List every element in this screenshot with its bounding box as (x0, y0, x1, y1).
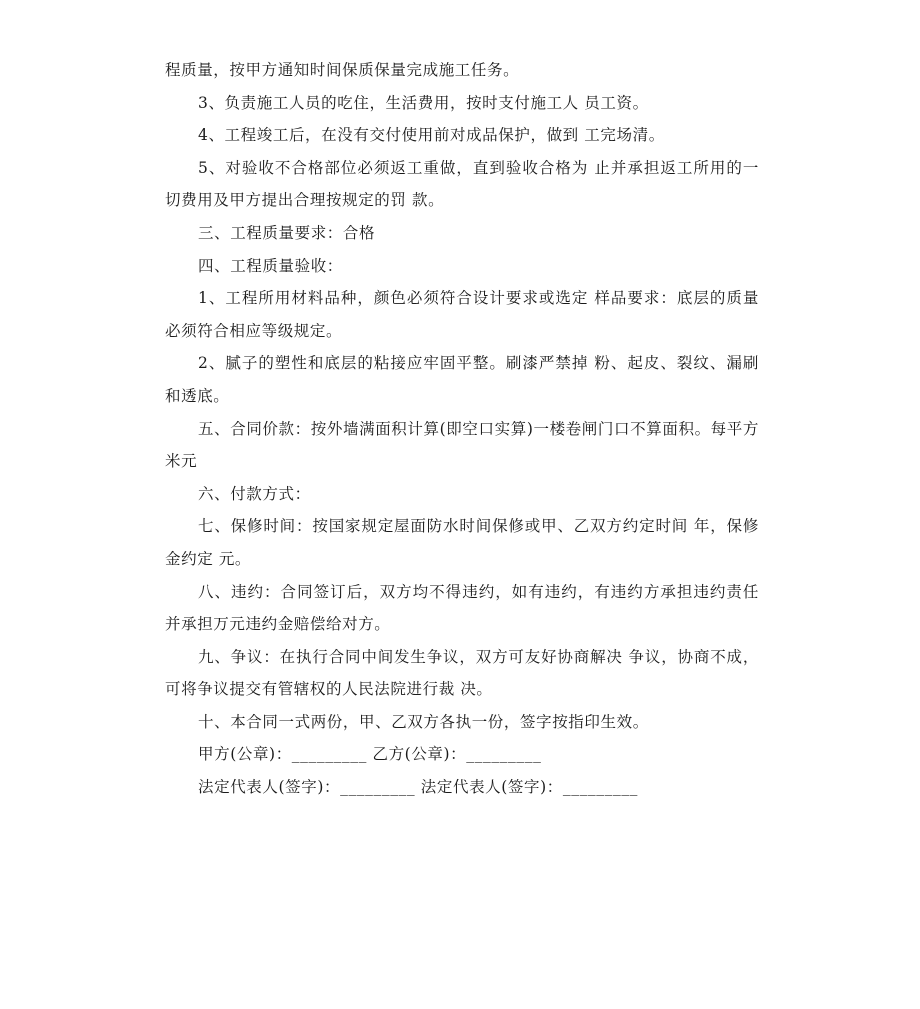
paragraph-quality-continuation: 程质量，按甲方通知时间保质保量完成施工任务。 (165, 61, 520, 79)
signature-line-representative: 法定代表人(签字)：_________ 法定代表人(签字)：_________ (198, 778, 639, 797)
signature-line-seal: 甲方(公章)：_________ 乙方(公章)：_________ (198, 745, 542, 764)
contract-body (165, 54, 759, 804)
section-quality-acceptance: 四、工程质量验收： (198, 256, 343, 275)
section-copies: 十、本合同一式两份，甲、乙双方各执一份，签字按指印生效。 (198, 712, 649, 731)
section-dispute: 九、争议：在执行合同中间发生争议，双方可友好协商解决 争议，协商不成，可将争议提交有管辖权的人民法院进行裁 决。 (165, 647, 759, 699)
section-breach: 八、违约：合同签订后，双方均不得违约，如有违约，有违约方承担违约责任并承担万元违约金赔偿给对方。 (165, 582, 759, 634)
paragraph-acceptance-2: 2、腻子的塑性和底层的粘接应牢固平整。刷漆严禁掉 粉、起皮、裂纹、漏刷和透底。 (165, 354, 759, 405)
section-contract-price: 五、合同价款：按外墙满面积计算(即空口实算)一楼卷闸门口不算面积。每平方米元 (165, 419, 759, 471)
paragraph-acceptance-1: 1、工程所用材料品种，颜色必须符合设计要求或选定 样品要求：底层的质量必须符合相应等级规定。 (165, 289, 759, 340)
paragraph-item-4: 4、工程竣工后，在没有交付使用前对成品保护，做到 工完场清。 (198, 126, 665, 145)
section-quality-requirement: 三、工程质量要求：合格 (198, 223, 376, 242)
section-payment-method: 六、付款方式： (198, 484, 311, 503)
section-warranty: 七、保修时间：按国家规定屋面防水时间保修或甲、乙双方约定时间 年，保修金约定 元。 (165, 517, 759, 568)
paragraph-item-3: 3、负责施工人员的吃住，生活费用，按时支付施工人 员工资。 (198, 93, 649, 112)
paragraph-item-5: 5、对验收不合格部位必须返工重做，直到验收合格为 止并承担返工所用的一切费用及甲方提出合理按规定的罚 款。 (165, 158, 759, 210)
